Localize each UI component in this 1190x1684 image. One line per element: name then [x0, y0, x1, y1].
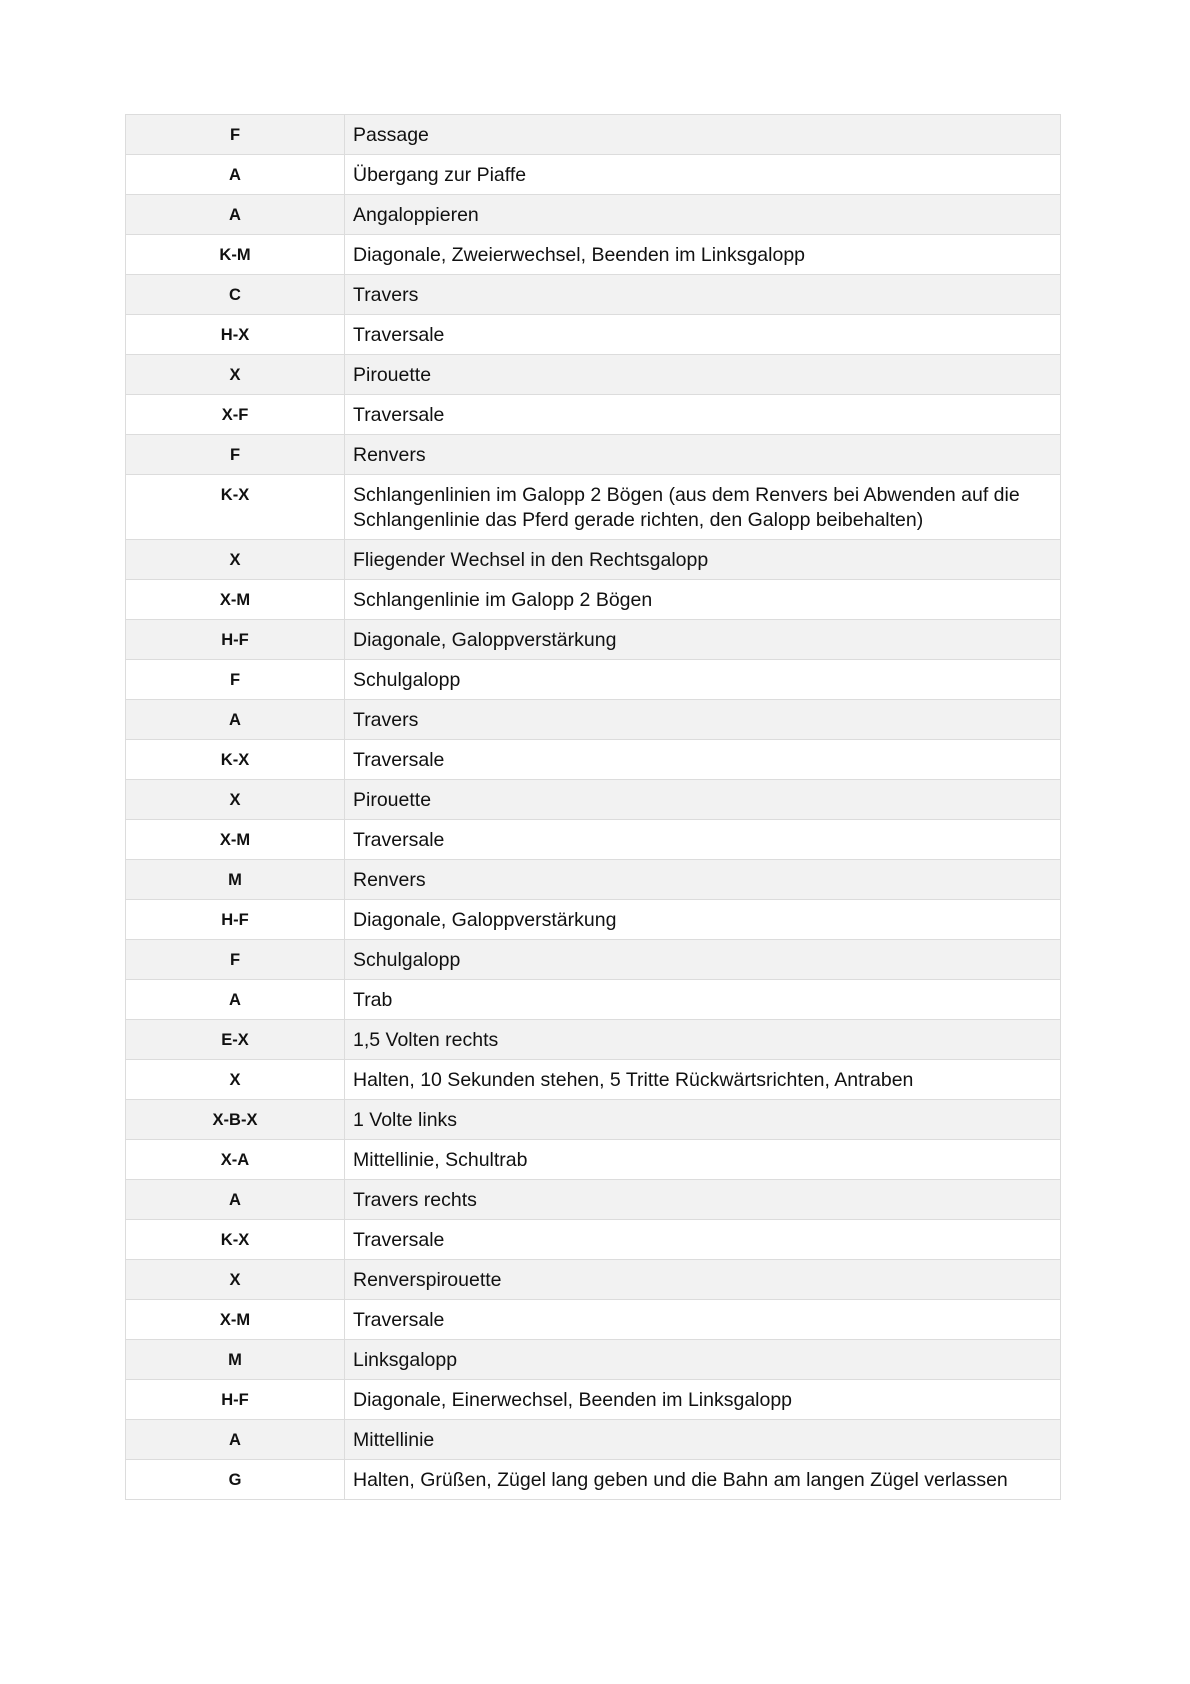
arena-marker-cell: E-X	[126, 1020, 345, 1060]
table-row	[126, 1420, 1061, 1460]
table-row	[126, 195, 1061, 235]
table-row	[126, 860, 1061, 900]
table-row	[126, 780, 1061, 820]
movement-description-cell: Fliegender Wechsel in den Rechtsgalopp	[345, 540, 1061, 580]
arena-marker-cell: M	[126, 860, 345, 900]
movement-description-cell: Linksgalopp	[345, 1340, 1061, 1380]
movement-description-cell: Travers	[345, 275, 1061, 315]
movement-description-cell: Passage	[345, 115, 1061, 155]
movement-description-cell: Trab	[345, 980, 1061, 1020]
table-row	[126, 475, 1061, 540]
movement-description-cell: Mittellinie, Schultrab	[345, 1140, 1061, 1180]
movement-description-cell: Schlangenlinien im Galopp 2 Bögen (aus dem Renvers bei Abwenden auf die Schlangenlinie das Pferd gerade richten, den Galopp beibehalten)	[345, 475, 1061, 540]
arena-marker-cell: H-X	[126, 315, 345, 355]
movement-description-cell: Traversale	[345, 395, 1061, 435]
table-row	[126, 580, 1061, 620]
arena-marker-cell: H-F	[126, 1380, 345, 1420]
arena-marker-cell: A	[126, 700, 345, 740]
movement-description-cell: 1 Volte links	[345, 1100, 1061, 1140]
table-row	[126, 1380, 1061, 1420]
arena-marker-cell: X-F	[126, 395, 345, 435]
movement-description-cell: Traversale	[345, 1220, 1061, 1260]
movement-description-cell: Halten, Grüßen, Zügel lang geben und die Bahn am langen Zügel verlassen	[345, 1460, 1061, 1500]
arena-marker-cell: X	[126, 1060, 345, 1100]
arena-marker-cell: X-M	[126, 820, 345, 860]
movement-description-cell: Angaloppieren	[345, 195, 1061, 235]
arena-marker-cell: A	[126, 1180, 345, 1220]
table-row	[126, 155, 1061, 195]
table-row	[126, 540, 1061, 580]
table-row	[126, 395, 1061, 435]
table-row	[126, 315, 1061, 355]
table-row	[126, 980, 1061, 1020]
movement-description-cell: Renvers	[345, 860, 1061, 900]
arena-marker-cell: X-A	[126, 1140, 345, 1180]
table-row	[126, 1300, 1061, 1340]
table-row	[126, 355, 1061, 395]
movement-description-cell: Schulgalopp	[345, 940, 1061, 980]
table-row	[126, 115, 1061, 155]
movement-description-cell: Schlangenlinie im Galopp 2 Bögen	[345, 580, 1061, 620]
movement-description-cell: Halten, 10 Sekunden stehen, 5 Tritte Rückwärtsrichten, Antraben	[345, 1060, 1061, 1100]
arena-marker-cell: A	[126, 980, 345, 1020]
movement-description-cell: Renverspirouette	[345, 1260, 1061, 1300]
arena-marker-cell: X	[126, 1260, 345, 1300]
arena-marker-cell: F	[126, 940, 345, 980]
movement-description-cell: Diagonale, Zweierwechsel, Beenden im Linksgalopp	[345, 235, 1061, 275]
movement-description-cell: Renvers	[345, 435, 1061, 475]
arena-marker-cell: F	[126, 660, 345, 700]
arena-marker-cell: A	[126, 1420, 345, 1460]
table-row	[126, 235, 1061, 275]
movement-description-cell: Diagonale, Galoppverstärkung	[345, 900, 1061, 940]
arena-marker-cell: H-F	[126, 620, 345, 660]
table-row	[126, 1260, 1061, 1300]
movement-description-cell: Travers rechts	[345, 1180, 1061, 1220]
table-row	[126, 435, 1061, 475]
movement-description-cell: Übergang zur Piaffe	[345, 155, 1061, 195]
table-row	[126, 275, 1061, 315]
arena-marker-cell: X-M	[126, 1300, 345, 1340]
table-row	[126, 1100, 1061, 1140]
arena-marker-cell: C	[126, 275, 345, 315]
movement-description-cell: Pirouette	[345, 780, 1061, 820]
movement-description-cell: Mittellinie	[345, 1420, 1061, 1460]
arena-marker-cell: F	[126, 435, 345, 475]
arena-marker-cell: K-X	[126, 475, 345, 540]
arena-marker-cell: H-F	[126, 900, 345, 940]
movement-description-cell: Traversale	[345, 1300, 1061, 1340]
movement-description-cell: Traversale	[345, 820, 1061, 860]
arena-marker-cell: M	[126, 1340, 345, 1380]
movement-description-cell: Diagonale, Galoppverstärkung	[345, 620, 1061, 660]
table-row	[126, 740, 1061, 780]
movement-description-cell: Diagonale, Einerwechsel, Beenden im Linksgalopp	[345, 1380, 1061, 1420]
arena-marker-cell: A	[126, 195, 345, 235]
movement-description-cell: Travers	[345, 700, 1061, 740]
arena-marker-cell: F	[126, 115, 345, 155]
dressage-test-table	[125, 114, 1061, 1500]
arena-marker-cell: X	[126, 355, 345, 395]
table-row	[126, 700, 1061, 740]
table-row	[126, 1340, 1061, 1380]
table-row	[126, 900, 1061, 940]
table-body	[126, 115, 1061, 1500]
table-row	[126, 1220, 1061, 1260]
table-row	[126, 940, 1061, 980]
table-row	[126, 1140, 1061, 1180]
arena-marker-cell: X-M	[126, 580, 345, 620]
movement-description-cell: Traversale	[345, 740, 1061, 780]
table-row	[126, 1060, 1061, 1100]
table-row	[126, 1180, 1061, 1220]
table-row	[126, 620, 1061, 660]
arena-marker-cell: X-B-X	[126, 1100, 345, 1140]
table-row	[126, 660, 1061, 700]
table-row	[126, 1020, 1061, 1060]
arena-marker-cell: K-M	[126, 235, 345, 275]
movement-description-cell: Pirouette	[345, 355, 1061, 395]
arena-marker-cell: G	[126, 1460, 345, 1500]
arena-marker-cell: A	[126, 155, 345, 195]
movement-description-cell: Traversale	[345, 315, 1061, 355]
movement-description-cell: Schulgalopp	[345, 660, 1061, 700]
table-row	[126, 1460, 1061, 1500]
table-row	[126, 820, 1061, 860]
arena-marker-cell: K-X	[126, 740, 345, 780]
arena-marker-cell: X	[126, 540, 345, 580]
arena-marker-cell: K-X	[126, 1220, 345, 1260]
movement-description-cell: 1,5 Volten rechts	[345, 1020, 1061, 1060]
arena-marker-cell: X	[126, 780, 345, 820]
